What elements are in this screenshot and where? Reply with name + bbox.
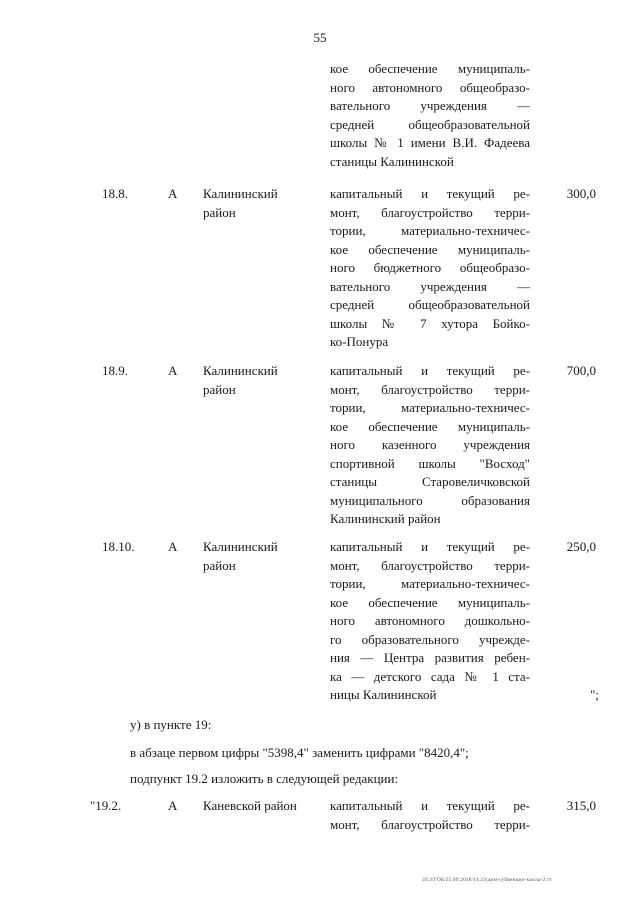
description-line: монт, благоустройство терри- <box>330 557 530 573</box>
district-line: Калининский <box>203 539 278 554</box>
page-number: 55 <box>313 30 327 45</box>
district-line: район <box>203 557 236 573</box>
description-line: станицы Старовеличковской <box>330 474 530 489</box>
description-line: тории, материально-техничес- <box>330 400 530 415</box>
paragraph-item-u: у) в пункте 19: <box>130 717 212 732</box>
closing-quote: "; <box>590 687 599 702</box>
row-number: "19.2. <box>90 798 122 813</box>
row-description <box>330 797 530 834</box>
description-line: капитальный и текущий ре- <box>330 363 530 378</box>
continuation-description <box>330 60 530 171</box>
description-line: вательного учреждения — <box>330 98 530 113</box>
description-line: капитальный и текущий ре- <box>330 186 530 201</box>
description-line: ного автономного дошкольно- <box>330 613 530 628</box>
description-line: монт, благоустройство терри- <box>330 204 530 220</box>
district-line: район <box>203 204 236 220</box>
district-line: Калининский <box>203 186 278 201</box>
description-line: средней общеобразовательной <box>330 116 530 132</box>
paragraph-subpoint-edit: подпункт 19.2 изложить в следующей редакции: <box>130 771 399 786</box>
description-line: школы № 1 имени В.И. Фадеева <box>330 135 530 150</box>
row-amount: 300,0 <box>566 186 596 201</box>
description-line: ницы Калининской <box>330 687 437 702</box>
row-number: 18.10. <box>102 539 135 554</box>
row-district <box>203 538 313 575</box>
row-district: Каневской район <box>203 798 297 813</box>
description-line: ного автономного общеобразо- <box>330 79 530 95</box>
description-line: спортивной школы "Восход" <box>330 455 530 471</box>
row-category: А <box>168 798 178 813</box>
row-description <box>330 362 530 529</box>
description-line: тории, материально-техничес- <box>330 223 530 238</box>
description-line: го образовательного учрежде- <box>330 631 530 647</box>
description-line: монт, благоустройство терри- <box>330 816 530 832</box>
row-category: А <box>168 363 178 378</box>
description-line: ного казенного учреждения <box>330 437 530 452</box>
district-line: район <box>203 381 236 397</box>
description-line: ко-Понура <box>330 334 389 349</box>
description-line: ного бюджетного общеобразо- <box>330 260 530 275</box>
description-line: капитальный и текущий ре- <box>330 798 530 813</box>
description-line: Калининский район <box>330 511 441 526</box>
description-line: ка — детского сада № 1 ста- <box>330 668 530 684</box>
row-category: А <box>168 539 178 554</box>
row-district <box>203 185 313 222</box>
description-line: вательного учреждения — <box>330 278 530 294</box>
description-line: тории, материально-техничес- <box>330 576 530 591</box>
row-amount: 315,0 <box>566 798 596 813</box>
description-line: школы № 7 хутора Бойко- <box>330 315 530 331</box>
row-district <box>203 362 313 399</box>
row-number: 18.9. <box>102 363 128 378</box>
description-line: кое обеспечение муниципаль- <box>330 241 530 257</box>
description-line: кое обеспечение муниципаль- <box>330 594 530 610</box>
description-line: муниципального образования <box>330 492 530 508</box>
row-description <box>330 185 530 352</box>
paragraph-replace-figures: в абзаце первом цифры "5398,4" заменить цифрами "8420,4"; <box>130 745 469 760</box>
row-amount: 250,0 <box>566 539 596 554</box>
description-line: капитальный и текущий ре- <box>330 539 530 554</box>
description-line: станицы Калининской <box>330 153 454 169</box>
description-line: кое обеспечение муниципаль- <box>330 61 530 76</box>
row-category: А <box>168 186 178 201</box>
footer-document-code: 20.3/ГОБ/25.09.2018/14.23/дим-субвенции-кассы-2.тт <box>422 877 552 883</box>
row-amount: 700,0 <box>566 363 596 378</box>
row-description <box>330 538 530 705</box>
description-line: кое обеспечение муниципаль- <box>330 418 530 434</box>
description-line: средней общеобразовательной <box>330 297 530 312</box>
district-line: Калининский <box>203 363 278 378</box>
description-line: ния — Центра развития ребен- <box>330 650 530 665</box>
description-line: монт, благоустройство терри- <box>330 381 530 397</box>
row-number: 18.8. <box>102 186 128 201</box>
